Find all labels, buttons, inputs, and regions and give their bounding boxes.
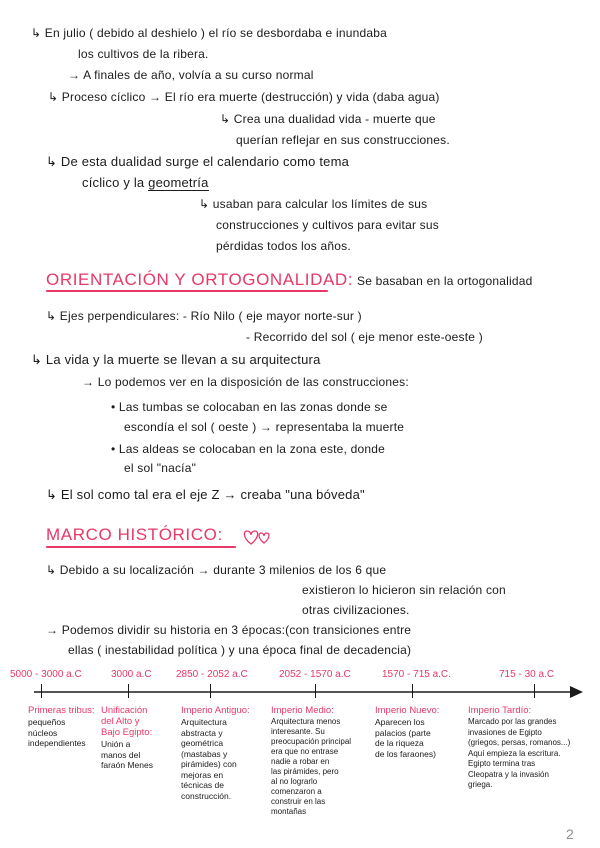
geometria-underlined: geometría — [148, 175, 209, 190]
section-subtitle: Se basaban en la ortogonalidad — [357, 274, 533, 288]
timeline-date: 715 - 30 a.C — [499, 669, 555, 680]
desc-line: interesante. Su — [271, 727, 325, 736]
note-line: ↳ Crea una dualidad vida - muerte que — [220, 112, 436, 126]
desc-line: de los faraones) — [375, 748, 436, 759]
desc-line: Marcado por las grandes — [468, 717, 557, 726]
note-line: existieron lo hicieron sin relación con — [302, 583, 506, 597]
note-line: el sol "nacía" — [124, 461, 197, 475]
desc-line: de la riqueza — [375, 738, 424, 748]
timeline-date: 3000 a.C — [111, 669, 152, 680]
desc-line: nadie a robar en — [271, 757, 330, 766]
timeline-tick — [412, 684, 413, 698]
desc-line: Arquitectura — [181, 717, 227, 727]
note-line: ↳ Ejes perpendiculares: - Río Nilo ( eje mayor norte-sur ) — [46, 309, 362, 323]
timeline-date: 1570 - 715 a.C. — [382, 669, 451, 680]
note-line: querían reflejar en sus construcciones. — [236, 133, 450, 147]
note-line: ↳ En julio ( debido al deshielo ) el río se desbordaba e inundaba — [31, 26, 387, 40]
desc-line: mejoras en — [181, 769, 224, 780]
note-line: ↳ De esta dualidad surge el calendario como tema — [46, 154, 350, 169]
column-desc — [101, 739, 161, 771]
page-number: 2 — [566, 826, 574, 842]
desc-line: comenzaron a — [271, 787, 322, 796]
note-line: → Podemos dividir su historia en 3 épocas:(con transiciones entre — [46, 623, 412, 637]
timeline-date: 2052 - 1570 a.C — [279, 669, 351, 680]
timeline-column-unificacion — [101, 705, 161, 771]
timeline-tick — [315, 684, 316, 698]
note-line — [82, 176, 209, 190]
note-line: escondía el sol ( oeste ) → representaba la muerte — [124, 420, 405, 434]
note-line: pérdidas todos los años. — [216, 239, 351, 253]
note-line: ↳ Debido a su localización → durante 3 milenios de los 6 que — [46, 563, 387, 577]
desc-line: manos del — [101, 749, 141, 760]
desc-line: pirámides) con — [181, 759, 237, 769]
desc-line: al no lograrlo — [271, 777, 318, 786]
column-desc — [375, 717, 457, 759]
column-title: Imperio Tardío: — [468, 705, 532, 716]
desc-line: Aquí empieza la escritura. — [468, 748, 561, 758]
note-line: → A finales de año, volvía a su curso normal — [68, 68, 314, 82]
desc-line: palacios (parte — [375, 727, 431, 738]
timeline-date: 5000 - 3000 a.C — [10, 669, 82, 680]
note-line: construcciones y cultivos para evitar sus — [216, 218, 439, 232]
note-line: ↳ El sol como tal era el eje Z → creaba "una bóveda" — [46, 487, 365, 502]
desc-line: construir en las — [271, 797, 326, 806]
timeline-column-primeras-tribus — [28, 705, 96, 749]
note-line: ↳ Proceso cíclico → El río era muerte (destrucción) y vida (daba agua) — [48, 90, 440, 104]
desc-line: Cleopatra y la invasión — [468, 769, 549, 779]
desc-line: construcción. — [181, 790, 232, 801]
column-title: Imperio Antiguo: — [181, 705, 250, 716]
column-title: Imperio Nuevo: — [375, 705, 440, 716]
heading-underline — [46, 546, 236, 548]
column-title: Imperio Medio: — [271, 705, 334, 716]
desc-line: geométrica — [181, 738, 224, 748]
timeline-column-imperio-medio — [271, 705, 367, 817]
column-desc — [468, 717, 588, 791]
section-heading-orientacion: ORIENTACIÓN Y ORTOGONALIDAD: — [46, 270, 354, 289]
timeline-date: 2850 - 2052 a.C — [176, 669, 248, 680]
column-desc — [181, 717, 267, 801]
desc-line: Arquitectura menos — [271, 717, 341, 726]
timeline-tick — [128, 684, 129, 698]
desc-line: Egipto termina tras — [468, 759, 536, 768]
column-title: Primeras tribus: — [28, 705, 95, 716]
note-line: ellas ( inestabilidad política ) y una época final de decadencia) — [68, 643, 412, 657]
timeline-tick — [41, 684, 42, 698]
timeline-tick — [210, 684, 211, 698]
note-line: → Lo podemos ver en la disposición de las construcciones: — [82, 375, 409, 389]
desc-line: pequeños — [28, 717, 66, 727]
desc-line: técnicas de — [181, 780, 224, 790]
section-heading-marco: MARCO HISTÓRICO: — [46, 525, 223, 544]
desc-line: abstracta y — [181, 727, 223, 738]
desc-line: Aparecen los — [375, 717, 425, 727]
desc-line: preocupación principal — [271, 737, 352, 746]
timeline-column-imperio-nuevo — [375, 705, 457, 759]
note-line: • Las aldeas se colocaban en la zona este, donde — [111, 442, 385, 456]
note-line: otras civilizaciones. — [302, 603, 410, 617]
desc-line: independientes — [28, 738, 86, 748]
heading-underline — [46, 290, 328, 292]
note-line: • Las tumbas se colocaban en las zonas donde se — [111, 400, 388, 414]
note-line: los cultivos de la ribera. — [78, 47, 209, 61]
desc-line: griega. — [468, 780, 493, 789]
column-desc — [271, 717, 367, 817]
desc-line: Unión a — [101, 739, 131, 749]
note-line: ↳ usaban para calcular los límites de sus — [199, 197, 428, 211]
desc-line: era que no entrase — [271, 747, 339, 756]
desc-line: faraón Menes — [101, 760, 153, 770]
timeline-column-imperio-tardio — [468, 705, 588, 791]
note-text: cíclico y la — [82, 175, 149, 190]
desc-line: (griegos, persas, romanos...) — [468, 738, 571, 747]
timeline-tick — [534, 684, 535, 698]
hearts-doodle-icon — [242, 528, 276, 546]
desc-line: invasiones de Egipto — [468, 727, 542, 737]
note-line: ↳ La vida y la muerte se llevan a su arquitectura — [31, 352, 321, 367]
timeline-column-imperio-antiguo — [181, 705, 267, 801]
column-title: Unificación del Alto y Bajo Egipto: — [101, 705, 153, 738]
timeline-arrow-icon — [34, 684, 584, 700]
desc-line: núcleos — [28, 727, 58, 738]
note-line: - Recorrido del sol ( eje menor este-oeste ) — [246, 330, 483, 344]
desc-line: (mastabas y — [181, 748, 228, 759]
column-desc — [28, 717, 96, 749]
desc-line: las pirámides, pero — [271, 767, 339, 776]
desc-line: montañas — [271, 807, 307, 816]
